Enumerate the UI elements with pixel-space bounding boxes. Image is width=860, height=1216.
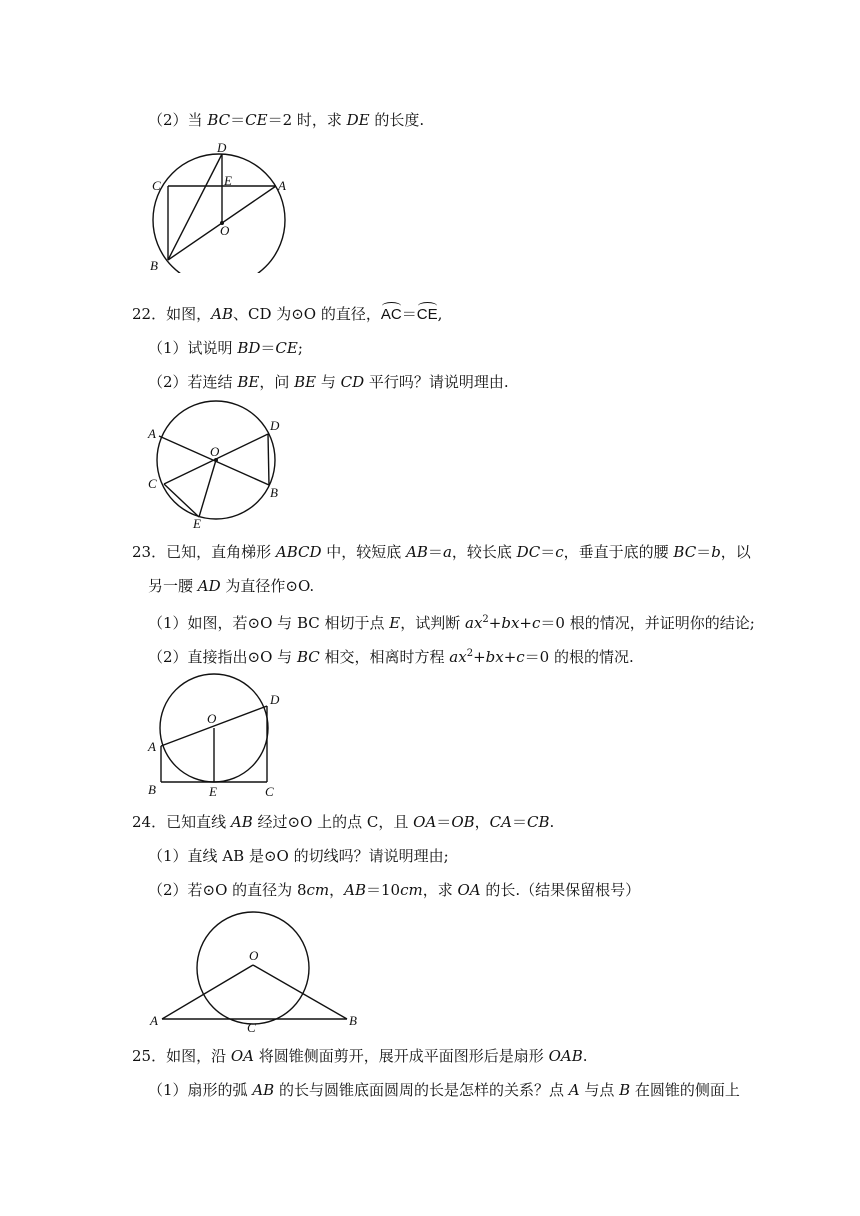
- q23-part2: （2）直接指出⊙O 与 BC 相交，相离时方程 $ax^2+bx+c=0$ 的根的情况.: [148, 648, 634, 666]
- label-C: C: [247, 1020, 256, 1033]
- label-C: C: [148, 476, 157, 491]
- q23-stem-line2: 另一腰 AD 为直径作⊙O.: [148, 577, 315, 595]
- q22-part2: （2）若连结 BE，问 BE 与 CD 平行吗？请说明理由.: [148, 373, 509, 391]
- figure-q24: [140, 908, 365, 1033]
- figure-q21: [140, 138, 300, 273]
- label-B: B: [270, 485, 278, 500]
- arc-AC: AC: [380, 306, 402, 323]
- label-B: B: [148, 782, 156, 797]
- label-B: B: [349, 1013, 357, 1028]
- q24-part2: （2）若⊙O 的直径为 8cm，AB＝10cm，求 OA 的长.（结果保留根号）: [148, 881, 641, 899]
- label-D: D: [217, 140, 227, 155]
- label-C: C: [265, 784, 274, 799]
- label-A: A: [148, 426, 156, 441]
- label-E: E: [193, 516, 201, 530]
- q25-part1: （1）扇形的弧 AB 的长与圆锥底面圆周的长是怎样的关系？点 A 与点 B 在圆锥的侧面上: [148, 1081, 740, 1099]
- label-B: B: [150, 258, 158, 273]
- label-O: O: [207, 711, 217, 726]
- q23-part1: （1）如图，若⊙O 与 BC 相切于点 E，试判断 $ax^2+bx+c=0$ 根的情况，并证明你的结论;: [148, 614, 755, 632]
- label-C: C: [152, 178, 161, 193]
- label-O: O: [210, 444, 220, 459]
- label-E: E: [224, 173, 232, 188]
- label-A: A: [150, 1013, 158, 1028]
- q22-part1: （1）试说明 BD＝CE;: [148, 339, 303, 357]
- q24-stem: 24．已知直线 AB 经过⊙O 上的点 C，且 OA＝OB，CA＝CB.: [132, 813, 555, 831]
- figure-q23: [140, 672, 290, 800]
- q22-stem: 22．如图，AB、CD 为⊙O 的直径，AC＝CE,: [132, 305, 443, 323]
- label-A: A: [278, 178, 286, 193]
- label-A: A: [148, 739, 156, 754]
- q25-stem: 25．如图，沿 OA 将圆锥侧面剪开，展开成平面图形后是扇形 OAB.: [132, 1047, 588, 1065]
- arc-CE: CE: [416, 306, 438, 323]
- label-D: D: [270, 418, 280, 433]
- q24-part1: （1）直线 AB 是⊙O 的切线吗？请说明理由;: [148, 847, 449, 865]
- label-E: E: [209, 784, 217, 799]
- label-O: O: [249, 948, 259, 963]
- figure-q22: [140, 398, 290, 530]
- label-D: D: [270, 692, 280, 707]
- q23-stem: 23．已知，直角梯形 ABCD 中，较短底 AB＝a，较长底 DC＝c，垂直于底的腰 BC＝b，以: [132, 543, 751, 561]
- label-O: O: [220, 223, 230, 238]
- q21-part2: （2）当 BC＝CE＝2 时，求 DE 的长度.: [148, 111, 425, 129]
